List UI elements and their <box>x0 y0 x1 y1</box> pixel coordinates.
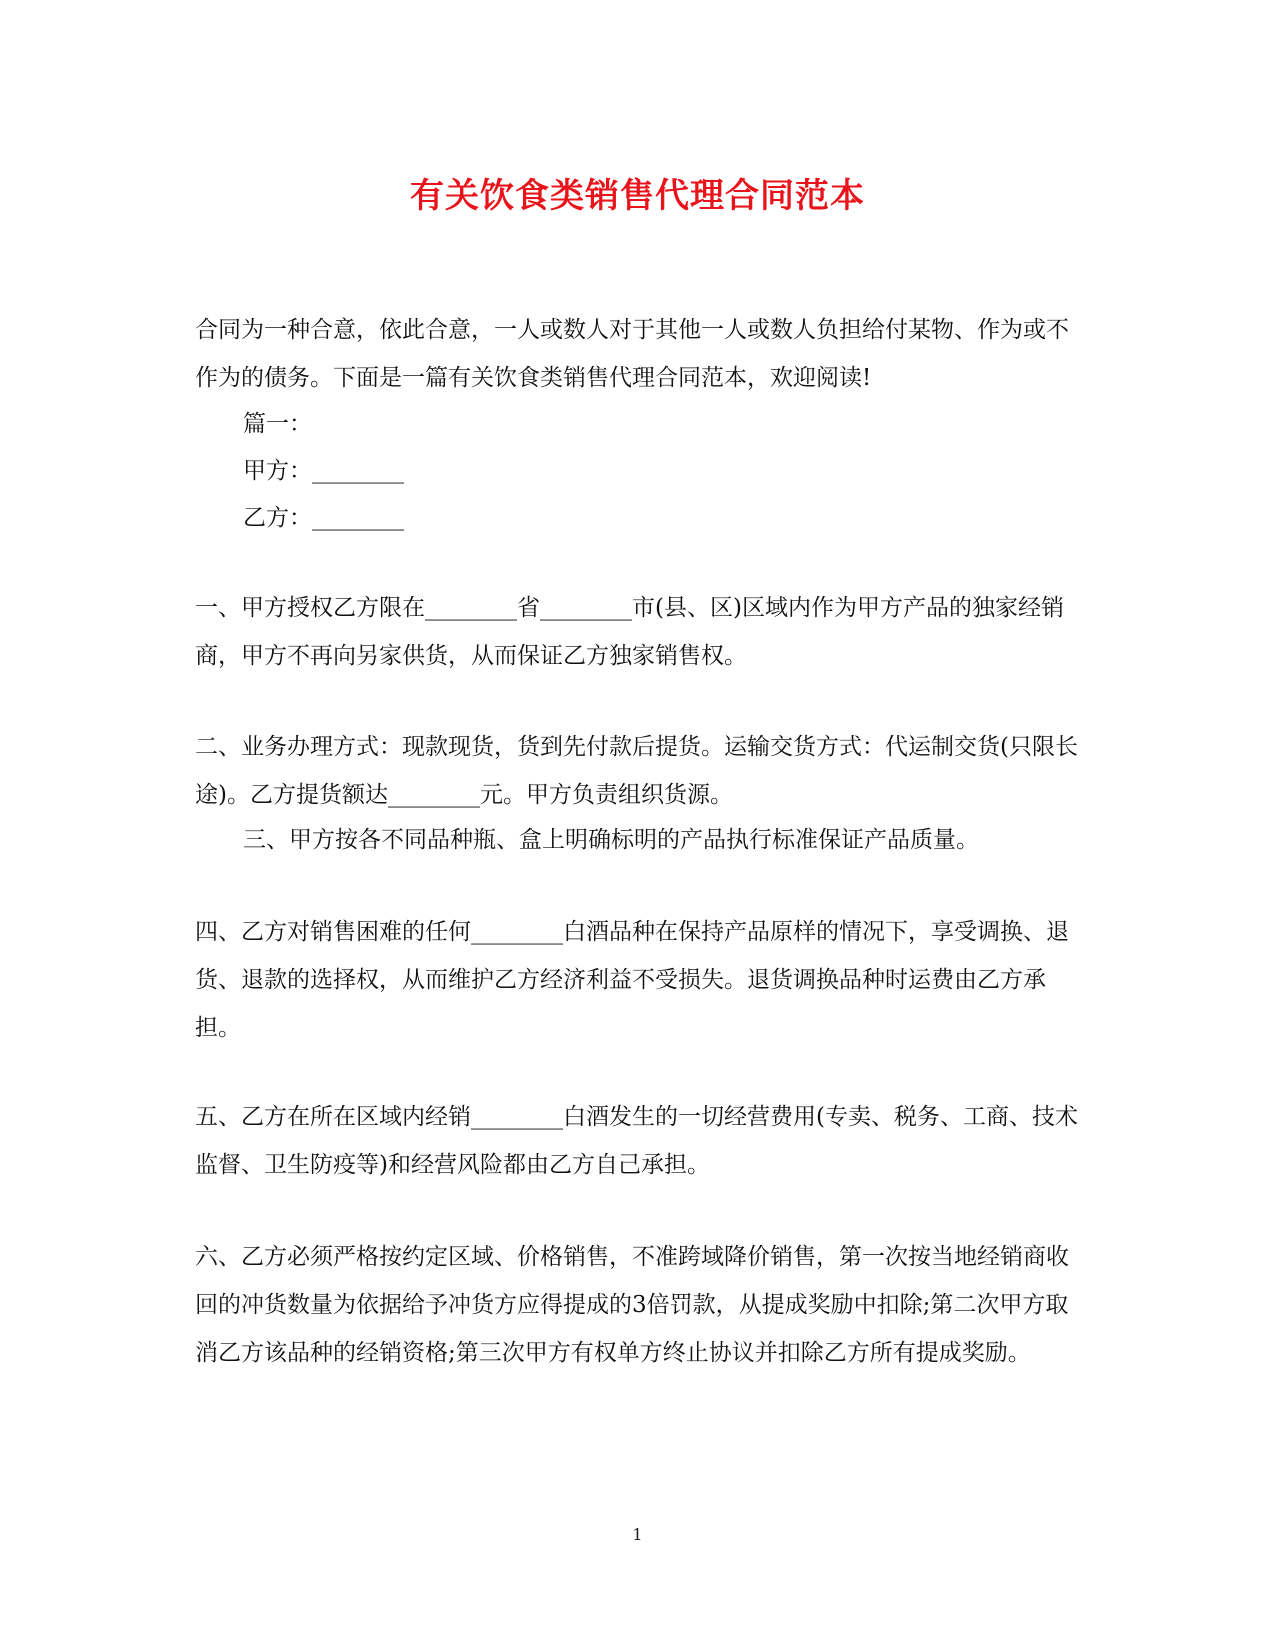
party-a-line: 甲方：________ <box>243 458 404 484</box>
clause-4: 四、乙方对销售困难的任何________白酒品种在保持产品原样的情况下，享受调换、退货、退款的选择权，从而维护乙方经济利益不受损失。退货调换品种时运费由乙方承担。 <box>195 919 1069 1041</box>
clause-6: 六、乙方必须严格按约定区域、价格销售，不准跨域降价销售，第一次按当地经销商收回的冲货数量为依据给予冲货方应得提成的3倍罚款，从提成奖励中扣除;第二次甲方取消乙方该品种的经销资格;第三次甲方有权单方终止协议并扣除乙方所有提成奖励。 <box>195 1244 1069 1366</box>
intro-paragraph: 合同为一种合意，依此合意，一人或数人对于其他一人或数人负担给付某物、作为或不作为的债务。下面是一篇有关饮食类销售代理合同范本，欢迎阅读! <box>195 317 1069 391</box>
section-label: 篇一： <box>243 411 312 437</box>
clause-1: 一、甲方授权乙方限在________省________市(县、区)区域内作为甲方产品的独家经销商，甲方不再向另家供货，从而保证乙方独家销售权。 <box>195 595 1064 669</box>
document-title: 有关饮食类销售代理合同范本 <box>410 176 865 216</box>
clause-2: 二、业务办理方式：现款现货，货到先付款后提货。运输交货方式：代运制交货(只限长途)。乙方提货额达________元。甲方负责组织货源。 <box>195 734 1078 808</box>
page-number: 1 <box>632 1525 643 1544</box>
party-b-line: 乙方：________ <box>243 505 404 531</box>
clause-3: 三、甲方按各不同品种瓶、盒上明确标明的产品执行标准保证产品质量。 <box>243 827 979 853</box>
clause-5: 五、乙方在所在区域内经销________白酒发生的一切经营费用(专卖、税务、工商、技术监督、卫生防疫等)和经营风险都由乙方自己承担。 <box>195 1104 1078 1178</box>
